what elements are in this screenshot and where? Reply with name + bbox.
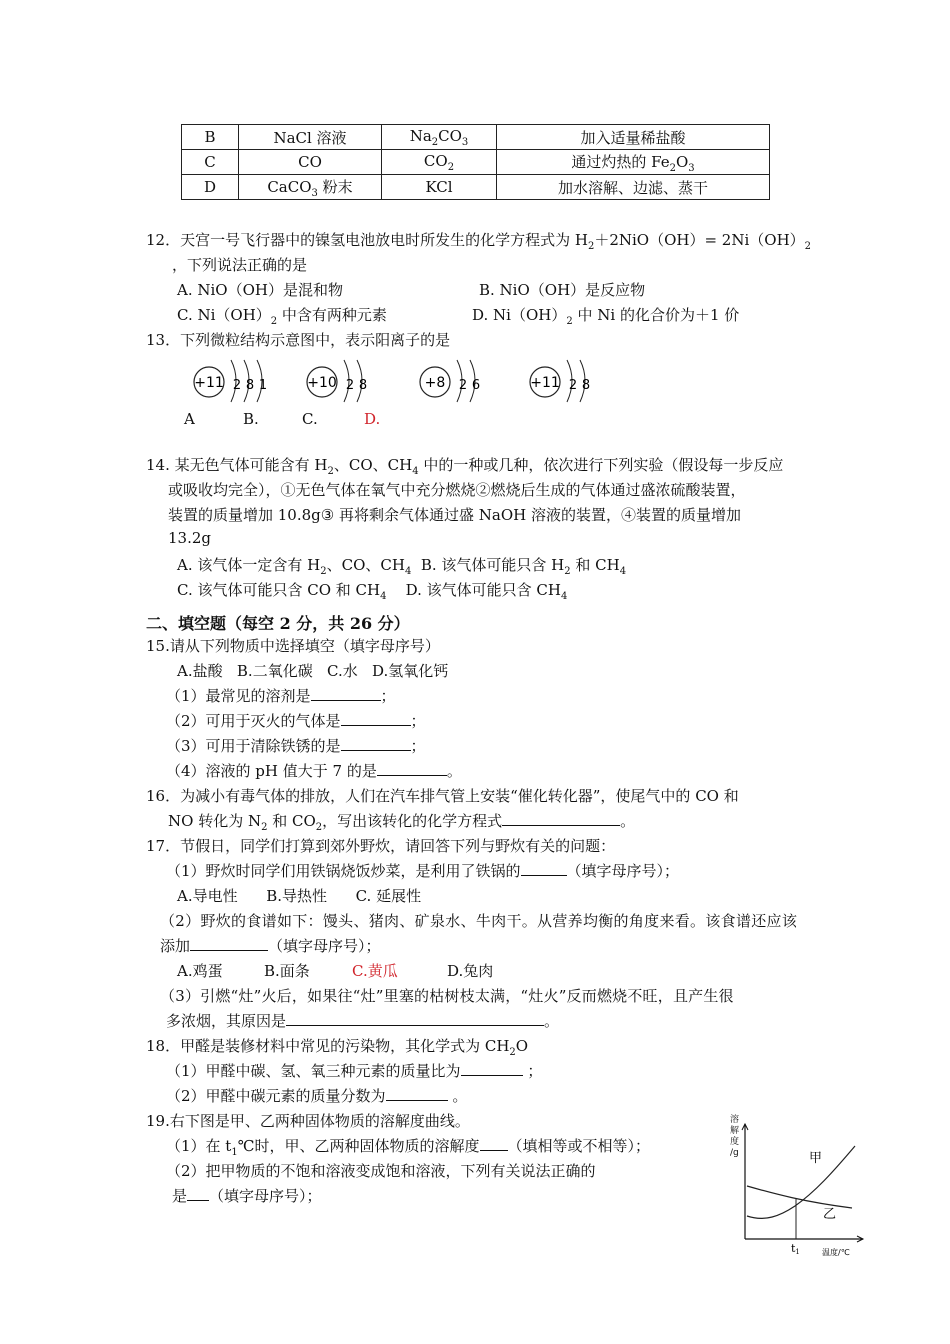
nucleus-charge: +11: [194, 375, 224, 391]
curve-label-jia: 甲: [809, 1151, 823, 1166]
answer-blank[interactable]: [377, 760, 447, 776]
q16-line2: NO 转化为 $N_2$ 和 $CO_2$，写出该转化的化学方程式 。: [168, 812, 636, 833]
q14-line2: 或吸收均完全），①无色气体在氧气中充分燃烧②燃烧后生成的气体通过盛浓硫酸装置，: [168, 481, 746, 499]
table-cell-substance: CaCO$_3$ 粉末: [239, 175, 382, 200]
table-cell-label: C: [182, 150, 239, 175]
q13-label-a: A: [184, 410, 195, 428]
q19-stem: 19.右下图是甲、乙两种固体物质的溶解度曲线。: [146, 1112, 470, 1130]
curve-jia: [747, 1146, 855, 1218]
q17-sub3-cont: 多浓烟，其原因是 。: [166, 1012, 560, 1030]
q15-sub1: （1）最常见的溶剂是 ；: [166, 687, 396, 705]
table-cell-method: 加水溶解、边滤、蒸干: [497, 175, 770, 200]
answer-blank[interactable]: [286, 1010, 544, 1026]
electron-count: 1: [258, 378, 268, 393]
q12-option-c: C. $Ni(OH)_2$ 中含有两种元素: [177, 306, 387, 327]
q14-line1: 14. 某无色气体可能含有 $H_2$、CO、$CH_4$ 中的一种或几种，依次进行下列实验（假设每一步反应: [146, 456, 784, 477]
q19-sub1: （1）在 $t_1℃$时，甲、乙两种固体物质的溶解度 （填相等或不相等）；: [166, 1137, 651, 1158]
table-row: [182, 175, 770, 200]
curve-yi: [747, 1186, 852, 1208]
q17-sub3: （3）引燃“灶”火后，如果往“灶”里塞的枯树枝太满，“灶火”反而燃烧不旺，且产生很: [160, 987, 734, 1005]
solubility-curve-figure: [725, 1110, 875, 1260]
q18-sub2: （2）甲醛中碳元素的质量分数为 。: [166, 1087, 468, 1105]
atom-diagram: [418, 354, 508, 406]
q15-sub3: （3）可用于清除铁锈的是 ；: [166, 737, 426, 755]
q13-label-c: C.: [302, 410, 318, 428]
q12-option-a: A. NiO（OH）是混和物: [177, 281, 343, 299]
q17-sub2-cont: 添加 （填字母序号）；: [160, 937, 381, 955]
q16-line1: 16．为减小有毒气体的排放，人们在汽车排气管上安装“催化转化器”，使尾气中的 CO 和: [146, 787, 739, 805]
q14-line4: 13.2g: [168, 529, 212, 547]
q15-options: A.盐酸 B.二氧化碳 C.水 D.氢氧化钙: [177, 662, 449, 680]
q12-option-d: D. $Ni(OH)_2$ 中 Ni 的化合价为＋1 价: [472, 306, 740, 327]
answer-blank[interactable]: [521, 860, 567, 876]
y-axis-label-char: 度: [730, 1137, 740, 1147]
electron-count: 2: [345, 378, 355, 393]
answer-blank[interactable]: [311, 685, 381, 701]
q17-sub2: （2）野炊的食谱如下：馒头、猪肉、矿泉水、牛肉干。从营养均衡的角度来看。该食谱还应该: [160, 912, 798, 930]
electron-count: 8: [245, 378, 255, 393]
q15-stem: 15.请从下列物质中选择填空（填字母序号）: [146, 637, 440, 655]
q17-option-b: B.面条: [264, 962, 310, 980]
electron-count: 8: [581, 378, 591, 393]
atom-diagram: [305, 354, 395, 406]
q19-sub2: （2）把甲物质的不饱和溶液变成饱和溶液，下列有关说法正确的: [166, 1162, 596, 1180]
q14-options-ab: A. 该气体一定含有 $H_2$、CO、$CH_4$ B. 该气体可能只含 $H_2$ 和 $CH_4$: [177, 556, 627, 577]
table-row: [182, 150, 770, 175]
answer-blank[interactable]: [480, 1135, 508, 1151]
atom-diagram: [528, 354, 618, 406]
y-axis-label-char: 溶: [730, 1115, 740, 1125]
table-cell-label: D: [182, 175, 239, 200]
q12-stem: 12．天宫一号飞行器中的镍氢电池放电时所发生的化学方程式为 $H_2+2NiO(OH)= 2Ni(OH)_2$: [146, 231, 812, 252]
q15-sub2: （2）可用于灭火的气体是 ；: [166, 712, 426, 730]
q14-options-cd: C. 该气体可能只含 CO 和 $CH_4$ D. 该气体可能只含 $CH_4$: [177, 581, 568, 602]
nucleus-charge: +11: [530, 375, 560, 391]
answer-blank[interactable]: [461, 1060, 523, 1076]
table-cell-impurity: $Na_2CO_3$: [382, 125, 497, 150]
electron-count: 8: [358, 378, 368, 393]
answer-blank[interactable]: [502, 810, 620, 826]
y-axis-label-char: 解: [730, 1126, 740, 1136]
answer-table: [181, 124, 770, 200]
q17-option-c: C.黄瓜: [352, 962, 398, 980]
answer-blank[interactable]: [190, 935, 268, 951]
x-tick-t1: t1: [791, 1242, 800, 1256]
q17-sub1: （1）野炊时同学们用铁锅烧饭炒菜，是利用了铁锅的 （填字母序号）；: [166, 862, 680, 880]
answer-blank[interactable]: [341, 710, 411, 726]
q14-line3: 装置的质量增加 10.8g③ 再将剩余气体通过盛 NaOH 溶液的装置，④装置的质量增加: [168, 506, 741, 524]
table-cell-method: 通过灼热的 $Fe_2O_3$: [497, 150, 770, 175]
electron-count: 6: [471, 378, 481, 393]
table-cell-impurity: KCl: [382, 175, 497, 200]
electron-count: 2: [568, 378, 578, 393]
q17-options1: A.导电性 B.导热性 C. 延展性: [177, 887, 422, 905]
table-row: [182, 125, 770, 150]
q13-label-b: B.: [243, 410, 259, 428]
y-axis-label-char: /g: [730, 1148, 739, 1158]
section-heading: 二、填空题（每空 2 分，共 26 分）: [146, 614, 410, 633]
q17-option-a: A.鸡蛋: [177, 962, 223, 980]
q15-sub4: （4）溶液的 pH 值大于 7 的是 。: [166, 762, 462, 780]
q17-stem: 17．节假日，同学们打算到郊外野炊，请回答下列与野炊有关的问题：: [146, 837, 616, 855]
x-axis-label: 温度/℃: [822, 1248, 850, 1257]
table-cell-label: B: [182, 125, 239, 150]
electron-count: 2: [458, 378, 468, 393]
q12-option-b: B. NiO（OH）是反应物: [479, 281, 646, 299]
table-cell-impurity: $CO_2$: [382, 150, 497, 175]
q18-stem: 18．甲醛是装修材料中常见的污染物，其化学式为 $CH_2O$: [146, 1037, 529, 1058]
answer-blank[interactable]: [386, 1085, 448, 1101]
q19-sub2-cont: 是 （填字母序号）；: [172, 1187, 322, 1205]
y-axis-label: [730, 1113, 739, 1158]
curve-label-yi: 乙: [823, 1207, 837, 1222]
q13-stem: 13．下列微粒结构示意图中，表示阳离子的是: [146, 331, 451, 349]
q18-sub1: （1）甲醛中碳、氢、氧三种元素的质量比为 ；: [166, 1062, 543, 1080]
answer-blank[interactable]: [187, 1185, 209, 1201]
electron-count: 2: [232, 378, 242, 393]
q17-option-d: D.兔肉: [447, 962, 494, 980]
nucleus-charge: +10: [307, 375, 337, 391]
answer-blank[interactable]: [341, 735, 411, 751]
q13-label-d: D.: [364, 410, 381, 428]
atom-diagram: [192, 354, 282, 406]
q12-stem-cont: ，下列说法正确的是: [172, 256, 308, 274]
table-cell-method: 加入适量稀盐酸: [497, 125, 770, 150]
nucleus-charge: +8: [424, 375, 446, 391]
table-cell-substance: CO: [239, 150, 382, 175]
table-cell-substance: NaCl 溶液: [239, 125, 382, 150]
